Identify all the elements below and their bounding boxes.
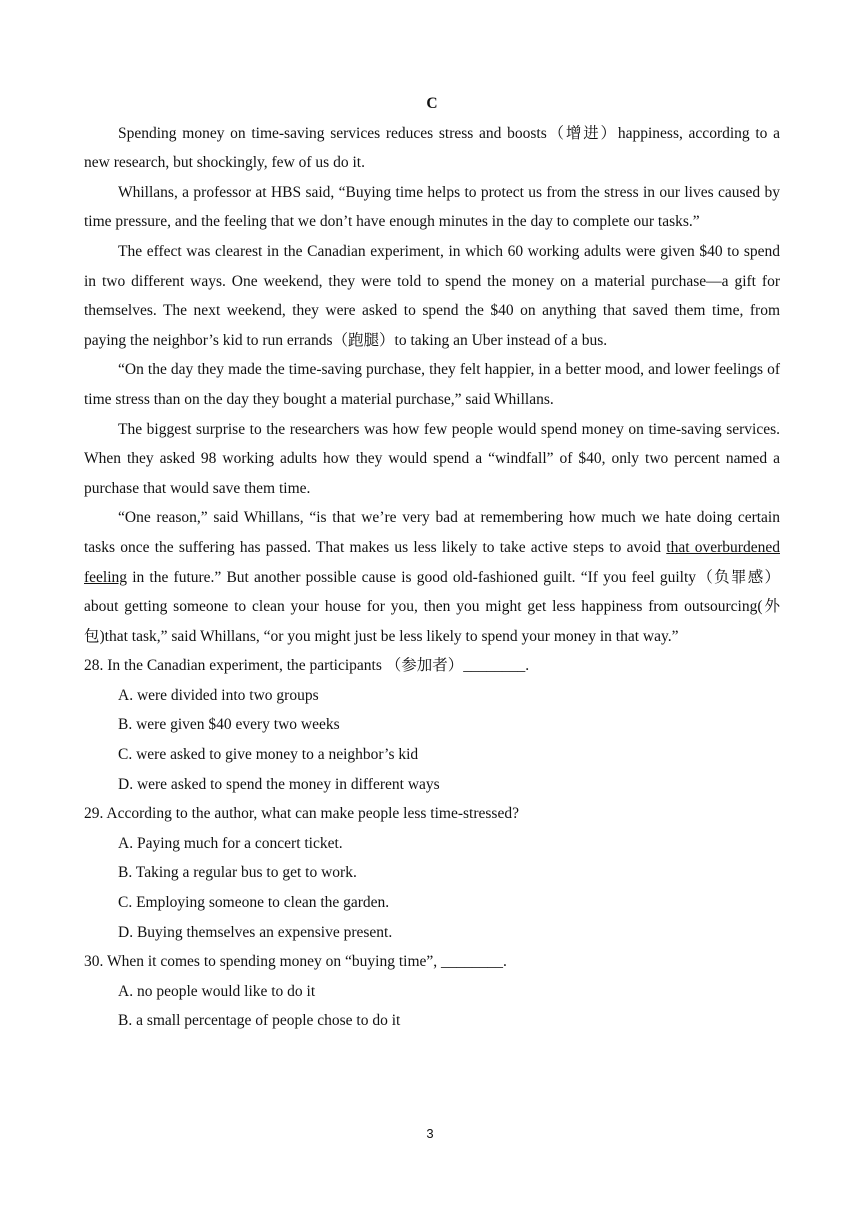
question-28: 28. In the Canadian experiment, the participants （参加者）________.	[84, 657, 530, 675]
option-30-a: A. no people would like to do it	[118, 982, 316, 1000]
option-30-b: B. a small percentage of people chose to do it	[118, 1012, 401, 1030]
option-29-b: B. Taking a regular bus to get to work.	[118, 864, 357, 882]
paragraph-3: The effect was clearest in the Canadian experiment, in which 60 working adults were given $40 to spend in two different ways. One weekend, they were told to spend the money on a material purchase—a gift for themselves. The next weekend, they were asked to spend the $40 on anything that saved them time, from paying the neighbor’s kid to run errands（跑腿）to taking an Uber instead of a bus.	[84, 242, 780, 349]
option-28-a: A. were divided into two groups	[118, 686, 319, 704]
paragraph-5: The biggest surprise to the researchers was how few people would spend money on time-saving services. When they asked 98 working adults how they would spend a “windfall” of $40, only two percent named a purchase that would save them time.	[84, 420, 780, 497]
option-28-b: B. were given $40 every two weeks	[118, 716, 340, 734]
paragraph-6-before: “One reason,” said Whillans, “is that we’re very bad at remembering how much we hate doing certain tasks once the suffering has passed. That makes us less likely to take active steps to avoid	[84, 509, 780, 556]
paragraph-2: Whillans, a professor at HBS said, “Buying time helps to protect us from the stress in our lives caused by time pressure, and the feeling that we don’t have enough minutes in the day to complete our tasks.”	[84, 183, 780, 231]
passage-content	[84, 89, 780, 1036]
paragraph-1: Spending money on time-saving services reduces stress and boosts（增进）happiness, according to a new research, but shockingly, few of us do it.	[84, 124, 780, 172]
underlined-phrase: that overburdened feeling	[84, 538, 780, 586]
section-heading: C	[426, 95, 438, 112]
paragraph-4: “On the day they made the time-saving purchase, they felt happier, in a better mood, and lower feelings of time stress than on the day they bought a material purchase,” said Whillans.	[84, 361, 780, 408]
option-28-c: C. were asked to give money to a neighbor’s kid	[118, 746, 419, 764]
option-28-d: D. were asked to spend the money in different ways	[118, 775, 440, 793]
option-29-c: C. Employing someone to clean the garden.	[118, 894, 390, 912]
option-29-a: A. Paying much for a concert ticket.	[118, 834, 343, 852]
question-29: 29. According to the author, what can make people less time-stressed?	[84, 805, 519, 823]
paragraph-6	[84, 503, 780, 651]
paragraph-6-after: in the future.” But another possible cause is good old-fashioned guilt. “If you feel guilty（负罪感） about getting someone to clean your house for you, then you might get less happiness from outsourcing(外包)that task,” said Whillans, “or you might just be less likely to spend your money in that way.”	[84, 568, 780, 645]
page-number: 3	[426, 1126, 434, 1141]
option-29-d: D. Buying themselves an expensive present.	[118, 923, 393, 941]
question-30: 30. When it comes to spending money on “buying time”, ________.	[84, 953, 507, 971]
